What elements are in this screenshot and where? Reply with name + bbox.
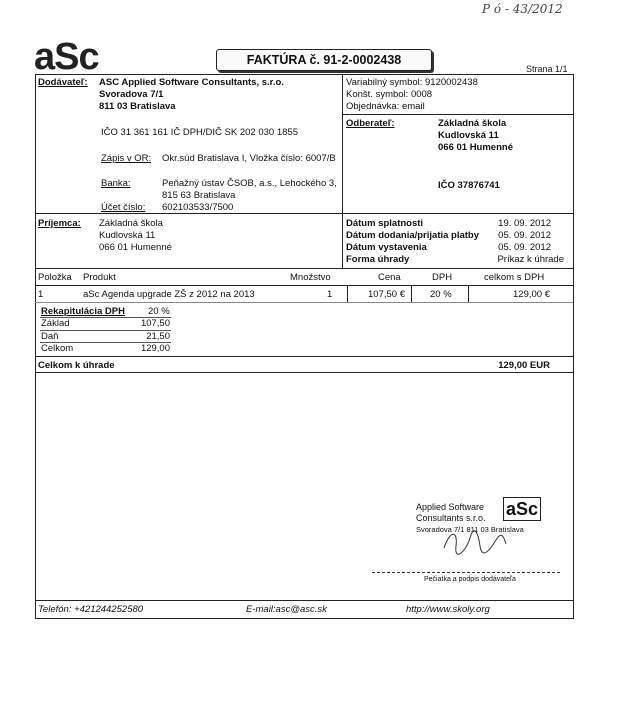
- stamp-line-3: Svoradova 7/1 811 03 Bratislava: [416, 525, 524, 534]
- variable-symbol: Variabilný symbol: 9120002438: [346, 77, 478, 88]
- divider: [35, 268, 573, 269]
- invoice-title: FAKTÚRA č. 91-2-0002438: [216, 49, 432, 71]
- supplier-label: Dodávateľ:: [38, 77, 88, 88]
- col-price: Cena: [378, 272, 401, 283]
- supplier-city: 811 03 Bratislava: [99, 101, 176, 112]
- constant-symbol: Konšt. symbol: 0008: [346, 89, 433, 100]
- col-item: Položka: [38, 272, 72, 283]
- customer-city: 066 01 Humenné: [438, 142, 513, 153]
- payment-method-label: Forma úhrady: [346, 254, 410, 265]
- order-reference: Objednávka: email: [346, 101, 425, 112]
- footer-web: http://www.skoly.org: [406, 604, 490, 615]
- customer-street: Kudlovská 11: [438, 130, 499, 141]
- vat-recap-rate: 20 %: [148, 306, 170, 317]
- divider: [35, 356, 573, 357]
- customer-ico: IČO 37876741: [438, 180, 500, 191]
- due-date-value: 19. 09. 2012: [498, 218, 551, 229]
- stamp-line-2: Consultants s.r.o.: [416, 513, 486, 523]
- stamp-logo: aSc: [503, 497, 541, 521]
- company-logo: aSc: [34, 36, 99, 78]
- account-value: 602103533/7500: [162, 202, 234, 213]
- supplier-ico-dic: IČO 31 361 161 IČ DPH/DIČ SK 202 030 1855: [101, 127, 298, 138]
- item-number: 1: [38, 289, 44, 300]
- row-divider: [35, 302, 573, 303]
- divider: [35, 600, 573, 601]
- footer-email: E-mail:asc@asc.sk: [246, 604, 327, 615]
- page-number: Strana 1/1: [526, 64, 568, 74]
- column-divider: [342, 74, 343, 268]
- item-vat: 20 %: [430, 289, 452, 300]
- issue-date-value: 05. 09. 2012: [498, 242, 551, 253]
- signature-line: [372, 572, 560, 573]
- col-total: celkom s DPH: [484, 272, 545, 283]
- divider: [35, 285, 573, 286]
- recipient-name: Základná škola: [99, 218, 163, 229]
- footer-phone: Telefón: +421244252580: [38, 604, 144, 615]
- register-value: Okr.súd Bratislava I, Vložka číslo: 6007/B: [162, 153, 336, 164]
- vat-base-label: Základ: [41, 318, 70, 329]
- cell-divider: [411, 285, 412, 302]
- customer-label: Odberateľ:: [346, 118, 395, 129]
- bank-label: Banka:: [101, 178, 131, 189]
- recipient-city: 066 01 Humenné: [99, 242, 172, 253]
- recipient-label: Príjemca:: [38, 218, 81, 229]
- vat-recap-title: Rekapitulácia DPH: [41, 306, 125, 317]
- total-due-value: 129,00 EUR: [498, 360, 550, 371]
- col-vat: DPH: [432, 272, 453, 283]
- item-price: 107,50 €: [368, 289, 405, 300]
- recipient-street: Kudlovská 11: [99, 230, 156, 241]
- stamp-caption: Pečiatka a podpis dodávateľa: [424, 576, 516, 583]
- divider: [35, 372, 573, 373]
- due-date-label: Dátum splatnosti: [346, 218, 424, 229]
- divider: [342, 114, 573, 115]
- vat-total-label: Celkom: [41, 343, 74, 354]
- col-product: Produkt: [83, 272, 116, 283]
- supplier-name: ASC Applied Software Consultants, s.r.o.: [99, 77, 284, 88]
- item-product: aSc Agenda upgrade ZŠ z 2012 na 2013: [83, 289, 255, 300]
- item-qty: 1: [327, 289, 333, 300]
- col-qty: Množstvo: [290, 272, 331, 283]
- stamp-line-1: Applied Software: [416, 502, 485, 512]
- vat-tax-value: 21,50: [146, 331, 170, 342]
- divider: [35, 213, 573, 214]
- cell-divider: [347, 285, 348, 302]
- vat-total-value: 129,00: [140, 343, 170, 354]
- register-label: Zápis v OR:: [101, 153, 152, 164]
- item-total: 129,00 €: [513, 289, 550, 300]
- issue-date-label: Dátum vystavenia: [346, 242, 427, 253]
- customer-name: Základná škola: [438, 118, 507, 129]
- bank-value: Peňažný ústav ČSOB, a.s., Lehockého 3, 815 63 Bratislava: [162, 178, 337, 201]
- cell-divider: [468, 285, 469, 302]
- handwritten-note: P ó - 43/2012: [482, 2, 563, 16]
- vat-base-value: 107,50: [140, 318, 170, 329]
- signature: [440, 526, 510, 556]
- total-due-label: Celkom k úhrade: [38, 360, 115, 371]
- delivery-date-value: 05. 09. 2012: [498, 230, 551, 241]
- payment-method-value: Príkaz k úhrade: [497, 254, 564, 265]
- account-label: Účet číslo:: [101, 202, 146, 213]
- vat-tax-label: Daň: [41, 331, 59, 342]
- supplier-street: Svoradova 7/1: [99, 89, 164, 100]
- delivery-date-label: Dátum dodania/prijatia platby: [346, 230, 480, 241]
